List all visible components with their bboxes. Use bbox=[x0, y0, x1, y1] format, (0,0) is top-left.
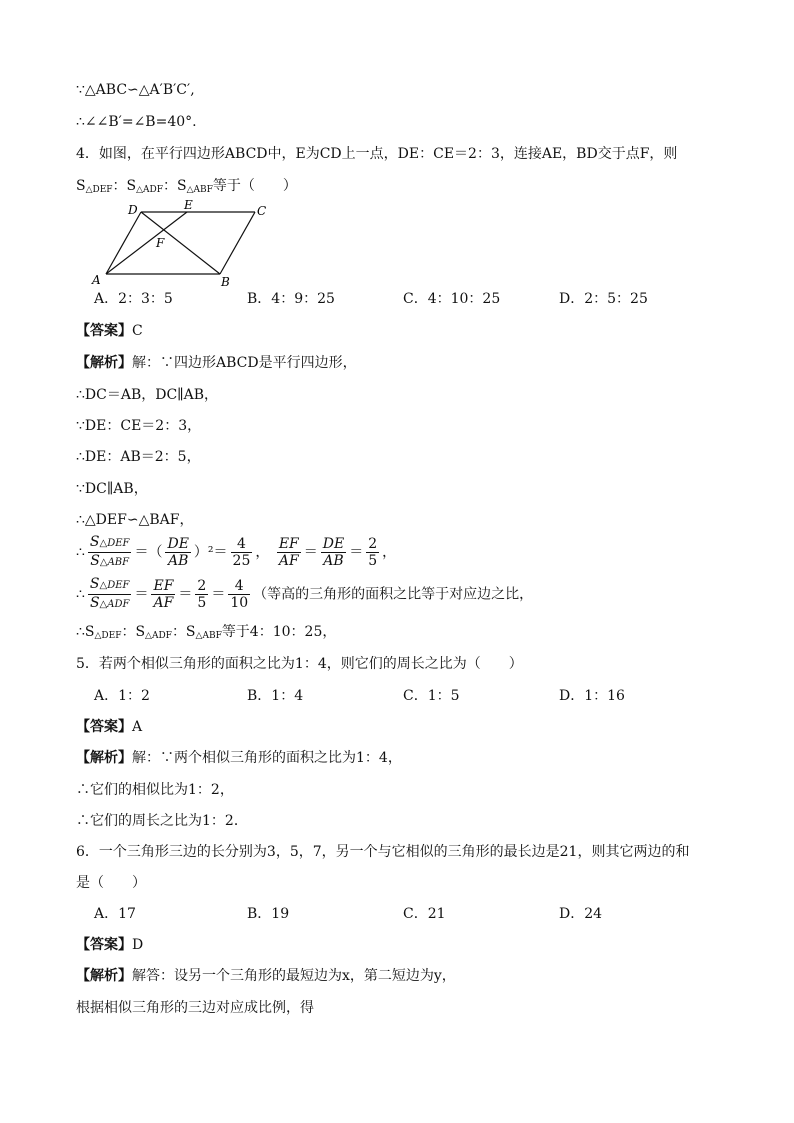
question-6-text-cont: 是（ ） bbox=[76, 875, 146, 891]
answer-line: 【答案】A bbox=[76, 719, 143, 735]
option-b: B．4：9：25 bbox=[247, 291, 335, 307]
text-line: ∴它们的周长之比为1：2． bbox=[76, 813, 248, 829]
option-a: A．1：2 bbox=[94, 688, 150, 704]
analysis-label: 【解析】 bbox=[76, 750, 132, 766]
answer-label: 【答案】 bbox=[76, 323, 132, 339]
option-a: A．2：3：5 bbox=[94, 291, 173, 307]
label-e: E bbox=[184, 200, 193, 212]
question-4-text-cont: $S_{\triangle DEF}$：$S_{\triangle ADF}$：$S_{\triangle ABF}$等于（ ） bbox=[76, 178, 297, 195]
analysis-line: 【解析】解：∵两个相似三角形的面积之比为1：4， bbox=[76, 750, 402, 766]
text-line: $\therefore S_{\triangle DEF}$：$S_{\triangle ADF}$：$S_{\triangle ABF}$等于4：10：25， bbox=[76, 624, 337, 641]
text-line: ∵△ABC∽△A′B′C′, bbox=[76, 82, 195, 98]
question-6-text: 6．一个三角形三边的长分别为3，5，7，另一个与它相似的三角形的最长边是21，则其它两边的和 bbox=[76, 844, 690, 860]
segment-bc bbox=[220, 212, 255, 274]
option-d: D．2：5：25 bbox=[559, 291, 648, 307]
option-b: B．1：4 bbox=[247, 688, 304, 704]
label-c: C bbox=[257, 204, 267, 218]
segment-bd bbox=[141, 212, 220, 274]
text-line: ∴∠∠B′=∠B=40°. bbox=[76, 114, 197, 130]
formula-line-2: ∴ $\frac{\text{S△DEF}}{\text{S△ADF}}$ ＝ $\frac{EF}{AF}$ ＝ $\frac{2}{5}$ ＝ $\frac{4}{10}$ （等高的三角形的面积之比等于对应边之比， bbox=[76, 576, 534, 611]
answer-label: 【答案】 bbox=[76, 719, 132, 735]
formula-line-1: ∴ $\frac{\text{S△DEF}}{\text{S△ABF}}$ ＝（ $\frac{DE}{AB}$ ）²＝ $\frac{4}{25}$ ， $\frac{EF}{AF}$ ＝ $\frac{DE}{AB}$ ＝ $\frac{2}{5}$ ， bbox=[76, 534, 397, 569]
answer-line: 【答案】D bbox=[76, 937, 144, 953]
text-line: 根据相似三角形的三边对应成比例，得 bbox=[76, 1000, 314, 1016]
question-5-text: 5．若两个相似三角形的面积之比为1：4，则它们的周长之比为（ ） bbox=[76, 656, 523, 672]
analysis-label: 【解析】 bbox=[76, 968, 132, 984]
answer-label: 【答案】 bbox=[76, 937, 132, 953]
label-b: B bbox=[221, 275, 230, 289]
analysis-label: 【解析】 bbox=[76, 355, 132, 371]
option-d: D．24 bbox=[559, 906, 603, 922]
label-d: D bbox=[128, 203, 138, 217]
label-f: F bbox=[156, 236, 165, 250]
option-b: B．19 bbox=[247, 906, 290, 922]
option-a: A．17 bbox=[94, 906, 136, 922]
answer-line: 【答案】C bbox=[76, 323, 143, 339]
label-a: A bbox=[92, 273, 101, 287]
text-line: ∴DE：AB＝2：5， bbox=[76, 449, 201, 465]
segment-ae bbox=[106, 212, 187, 274]
analysis-line: 【解析】解：∵四边形ABCD是平行四边形， bbox=[76, 355, 357, 371]
text-line: ∴DC＝AB，DC∥AB， bbox=[76, 387, 219, 403]
option-c: C．4：10：25 bbox=[403, 291, 501, 307]
option-c: C．21 bbox=[403, 906, 446, 922]
option-c: C．1：5 bbox=[403, 688, 460, 704]
text-line: ∴它们的相似比为1：2， bbox=[76, 782, 234, 798]
analysis-line: 【解析】解答：设另一个三角形的最短边为x，第二短边为y， bbox=[76, 968, 456, 984]
segment-ad bbox=[106, 212, 141, 274]
text-line: ∵DE：CE＝2：3， bbox=[76, 418, 202, 434]
option-d: D．1：16 bbox=[559, 688, 625, 704]
parallelogram-figure bbox=[90, 200, 280, 290]
text-line: ∵DC∥AB， bbox=[76, 481, 148, 497]
question-4-text: 4．如图，在平行四边形ABCD中，E为CD上一点，DE：CE＝2：3，连接AE，BD交于点F，则 bbox=[76, 146, 678, 162]
text-line: ∴△DEF∽△BAF， bbox=[76, 512, 194, 528]
